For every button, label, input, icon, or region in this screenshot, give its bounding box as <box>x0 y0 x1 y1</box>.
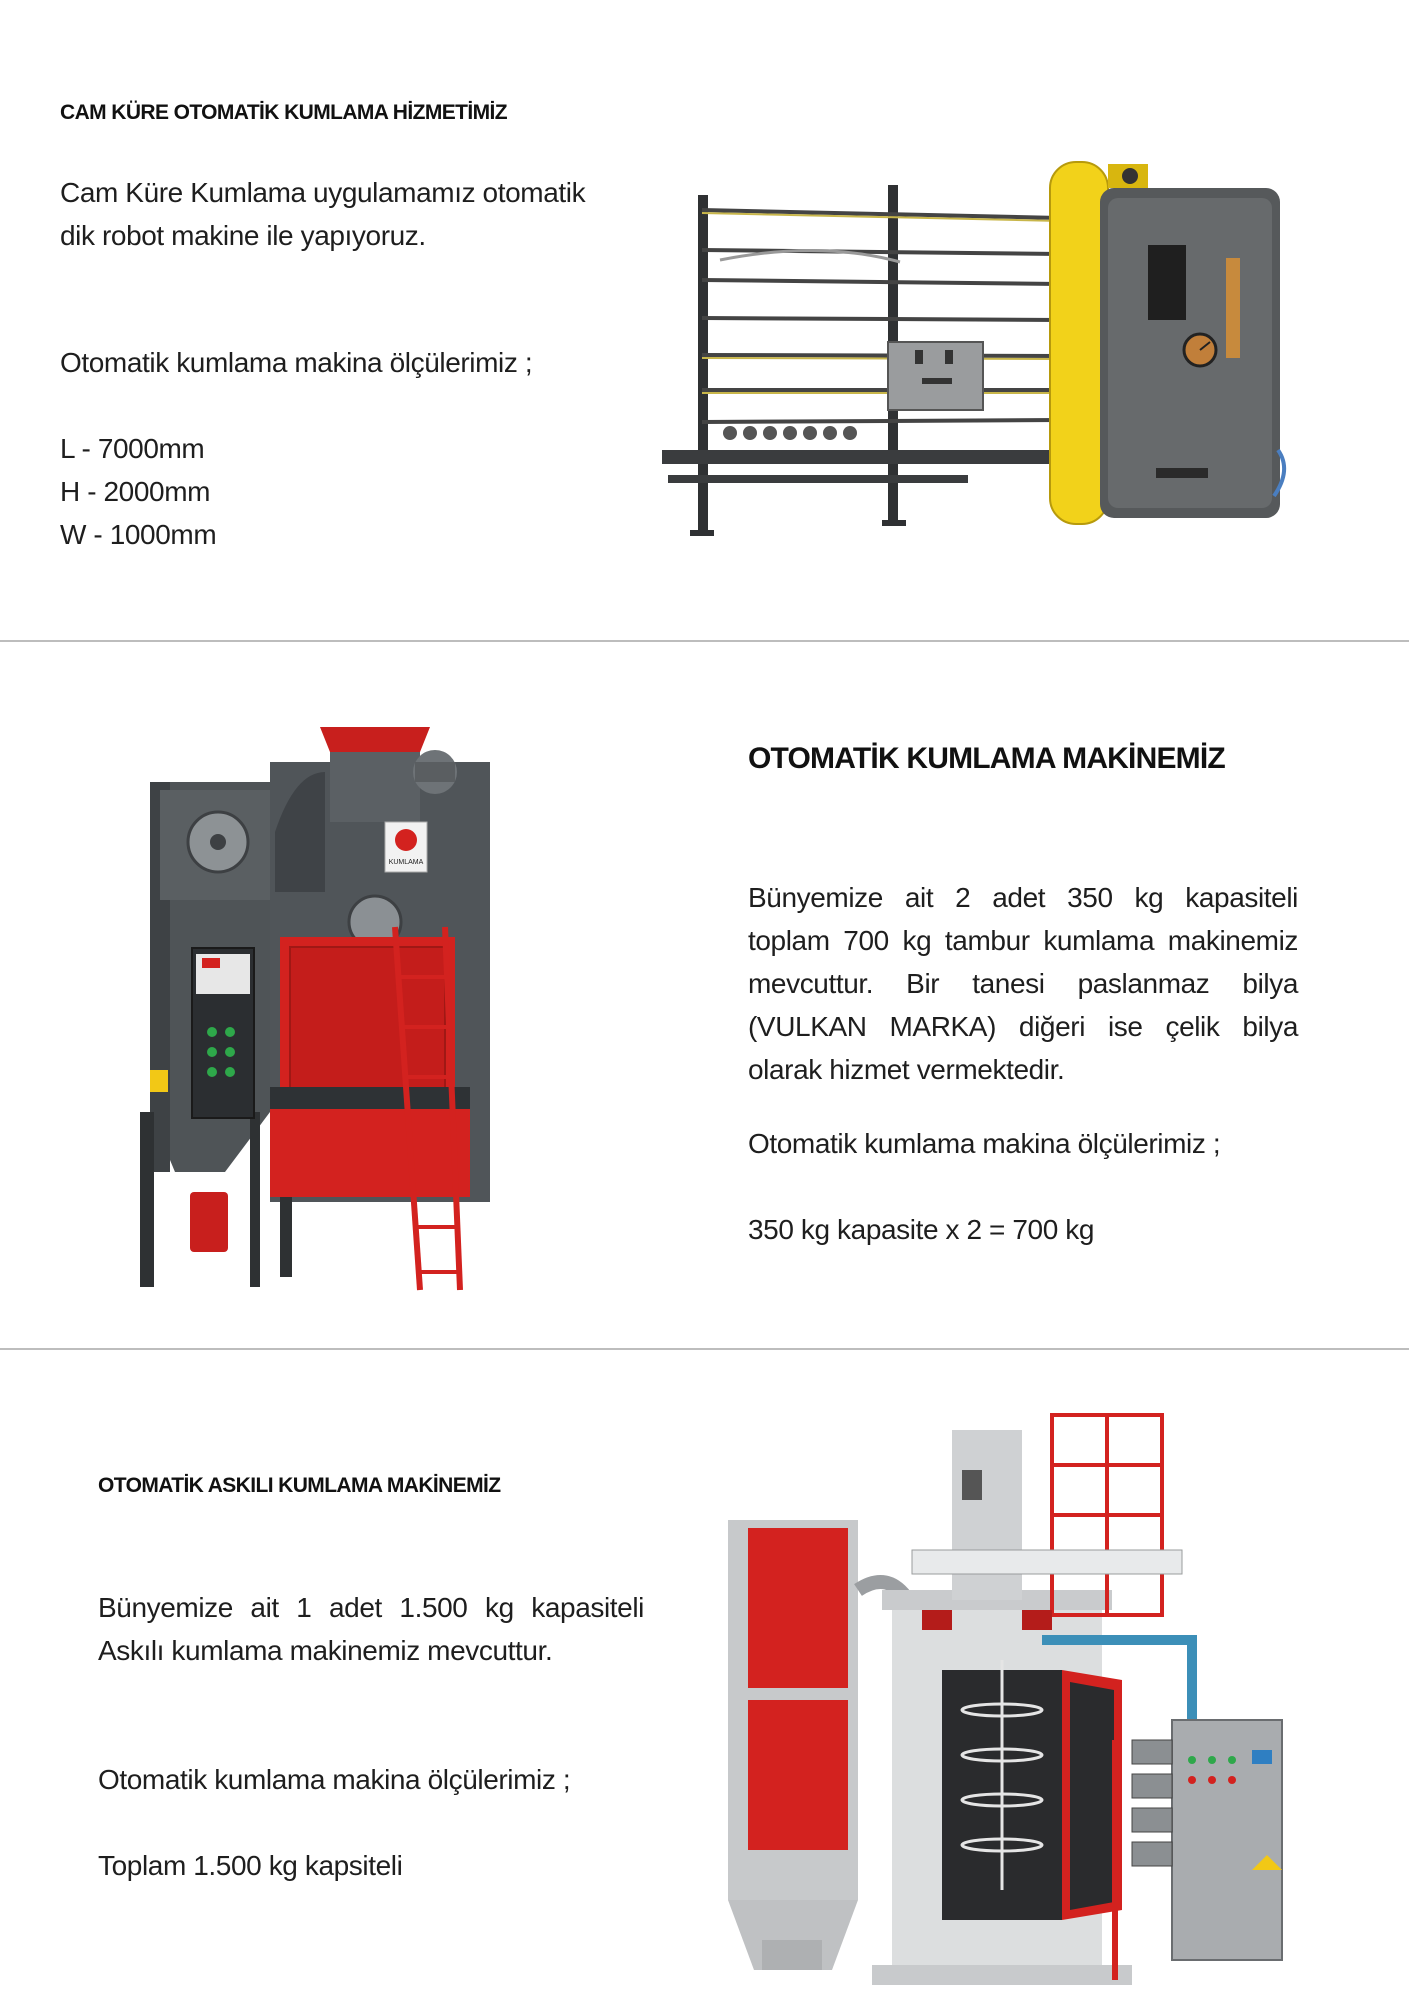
capacity-text: Toplam 1.500 kg kapsiteli <box>98 1850 403 1881</box>
tumble-blast-machine-image <box>130 692 550 1292</box>
dimensions-title: Otomatik kumlama makina ölçülerimiz ; <box>748 1128 1221 1159</box>
description-text: Bünyemize ait 1 adet 1.500 kg kapasiteli Askılı kumlama makinemiz mevcuttur. <box>98 1592 644 1666</box>
vertical-robot-machine-image <box>660 150 1320 560</box>
dimensions-list <box>60 427 460 556</box>
dimensions-title: Otomatik kumlama makina ölçülerimiz ; <box>98 1764 571 1795</box>
section-heading: CAM KÜRE OTOMATİK KUMLAMA HİZMETİMİZ <box>60 101 507 124</box>
capacity-text: 350 kg kapasite x 2 = 700 kg <box>748 1214 1095 1245</box>
section-heading: OTOMATİK KUMLAMA MAKİNEMİZ <box>748 742 1225 775</box>
section-tambur-kumlama <box>0 642 1409 1348</box>
description-text: Bünyemize ait 2 adet 350 kg kapasiteli toplam 700 kg tambur kumlama makinemiz mevcuttur. Bir tanesi paslanmaz bilya (VULKAN MARKA) diğeri ise çelik bilya olarak hizmet vermektedir. <box>748 882 1298 1085</box>
hanger-blast-machine-image <box>722 1410 1292 1990</box>
intro-line: dik robot makine ile yapıyoruz. <box>60 220 426 251</box>
dimensions-title: Otomatik kumlama makina ölçülerimiz ; <box>60 347 533 378</box>
dimension-height: H - 2000mm <box>60 476 211 507</box>
intro-line: Cam Küre Kumlama uygulamamız otomatik <box>60 177 586 208</box>
section-heading: OTOMATİK ASKILI KUMLAMA MAKİNEMİZ <box>98 1474 501 1497</box>
section-askili-kumlama <box>0 1350 1409 2000</box>
intro-text <box>60 171 680 257</box>
dimension-length: L - 7000mm <box>60 433 205 464</box>
logo-text: KUMLAMA <box>388 859 424 866</box>
dimension-width: W - 1000mm <box>60 519 217 550</box>
section-cam-kure <box>0 0 1409 640</box>
